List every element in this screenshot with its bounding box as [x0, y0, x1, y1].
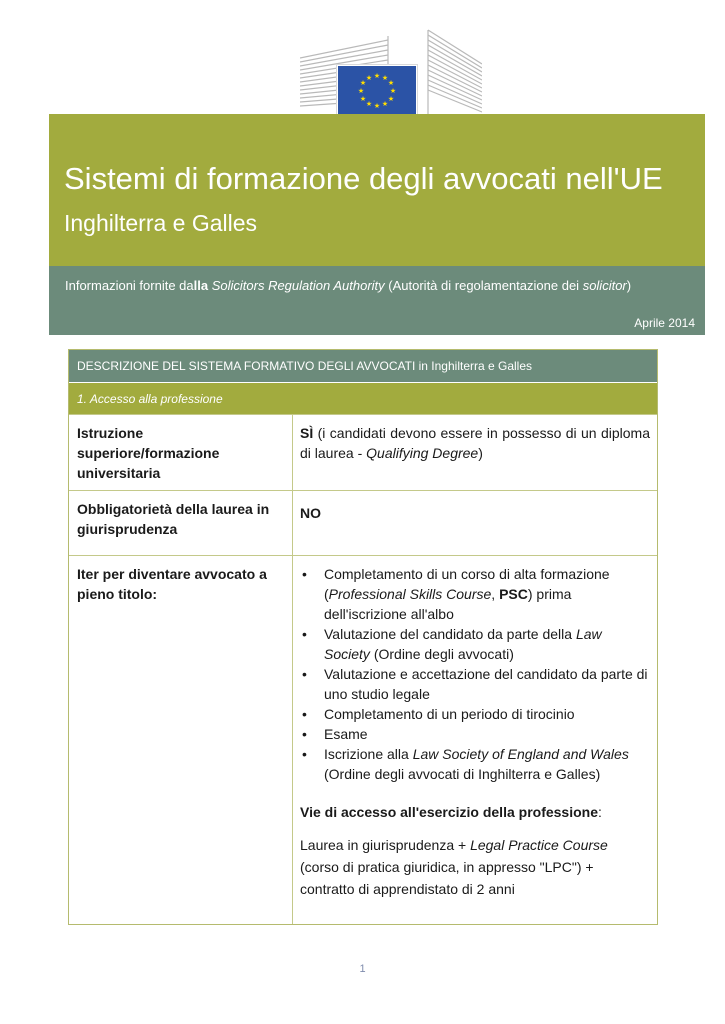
table-row [69, 490, 657, 555]
access-routes-heading [300, 802, 650, 822]
eu-flag-icon [337, 65, 417, 117]
row-label: Istruzione superiore/formazione universitaria [69, 415, 293, 490]
laurea-i: Legal Practice Course [470, 837, 608, 853]
access-route-text [300, 834, 650, 900]
b6-i: Law Society of England and Wales [412, 746, 629, 762]
b6-c: (Ordine degli avvocati di Inghilterra e Galles) [324, 766, 601, 782]
table-header [69, 350, 657, 382]
table-header-caps: DESCRIZIONE DEL SISTEMA FORMATIVO DEGLI AVVOCATI [77, 359, 416, 373]
list-item: • Valutazione e accettazione del candidato da parte di uno studio legale [324, 664, 650, 704]
row2-value: NO [300, 505, 321, 521]
b1-sep: , [491, 586, 500, 602]
b1-c: ) prima dell'iscrizione all'albo [324, 586, 572, 622]
svg-text:★: ★ [365, 100, 373, 108]
info-mid: (Autorità di regolamentazione dei [388, 278, 580, 293]
b2-c: (Ordine degli avvocati) [373, 646, 514, 662]
b2-a: Valutazione del candidato da parte della [324, 626, 573, 642]
info-table [68, 349, 658, 925]
steps-list [300, 564, 650, 784]
info-italic: Solicitors Regulation Authority [211, 278, 385, 293]
row1-italic: Qualifying Degree [366, 445, 479, 461]
info-text [65, 278, 631, 293]
b2-i: Law Society [324, 626, 602, 662]
row1-end: ) [478, 445, 483, 461]
info-prefix: Informazioni fornite da [65, 278, 194, 293]
row-value [293, 415, 657, 490]
laurea-a: Laurea in giurisprudenza + [300, 837, 467, 853]
row-value [293, 556, 657, 924]
row-value [293, 491, 657, 555]
svg-text:★: ★ [365, 74, 373, 82]
svg-text:★: ★ [387, 95, 395, 103]
list-item [324, 624, 650, 664]
info-italic2: solicitor [582, 278, 627, 293]
svg-text:★: ★ [357, 87, 365, 95]
section-header: 1. Accesso alla professione [69, 382, 657, 414]
page-subtitle: Inghilterra e Galles [64, 210, 258, 236]
b6-a: Iscrizione alla [324, 746, 409, 762]
date-label: Aprile 2014 [634, 316, 695, 330]
page-number: 1 [359, 963, 366, 975]
info-bold: lla [193, 278, 209, 293]
laurea-c: (corso di pratica giuridica, in appresso "LPC") + contratto di apprendistato di 2 anni [300, 859, 594, 897]
info-end: ) [626, 278, 632, 293]
list-item [324, 564, 650, 624]
table-row [69, 414, 657, 490]
svg-text:★: ★ [381, 74, 389, 82]
svg-text:★: ★ [387, 79, 395, 87]
b1-b: PSC [499, 586, 528, 602]
list-item: • Completamento di un periodo di tirocinio [324, 704, 650, 724]
svg-text:★: ★ [381, 100, 389, 108]
table-header-rest: in Inghilterra e Galles [418, 359, 533, 373]
page-title: Sistemi di formazione degli avvocati nell'UE [64, 161, 663, 196]
svg-text:★: ★ [373, 102, 381, 110]
list-item: • Esame [324, 724, 650, 744]
table-row [69, 555, 657, 924]
row1-text: (i candidati devono essere in possesso di un diploma di laurea - [300, 425, 651, 461]
svg-text:★: ★ [389, 87, 397, 95]
svg-text:★: ★ [359, 95, 367, 103]
row-label: Obbligatorietà della laurea in giurisprudenza [69, 491, 293, 555]
svg-text:★: ★ [359, 79, 367, 87]
row1-bold: SÌ [300, 425, 314, 441]
info-banner [49, 266, 705, 335]
b1-i: Professional Skills Course [328, 586, 492, 602]
list-item [324, 744, 650, 784]
vie-colon: : [598, 804, 602, 820]
row-label: Iter per diventare avvocato a pieno titolo: [69, 556, 293, 924]
svg-text:★: ★ [373, 72, 381, 80]
b1-a: Completamento di un corso di alta formazione ( [324, 566, 610, 602]
vie-bold: Vie di accesso all'esercizio della professione [300, 804, 598, 820]
